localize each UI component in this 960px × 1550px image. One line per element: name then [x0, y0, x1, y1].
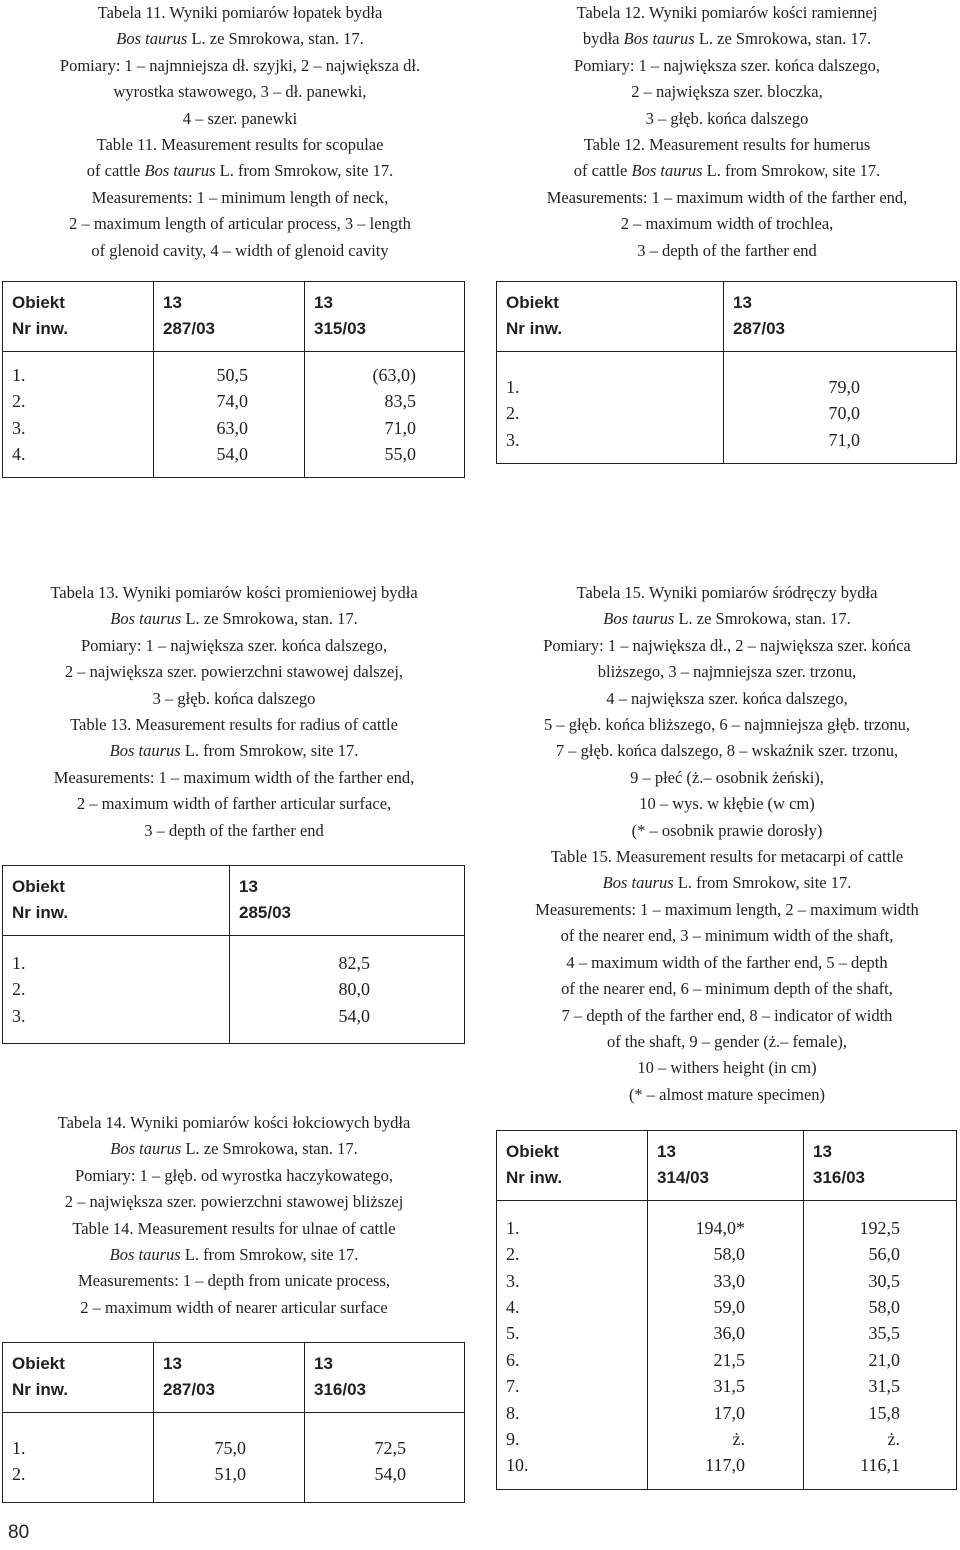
- row-label: 2.: [506, 1244, 520, 1265]
- value-column: [648, 1200, 804, 1489]
- row-label: 7.: [506, 1376, 520, 1397]
- caption-line: Bos taurus L. ze Smrokowa, stan. 17.: [110, 1139, 358, 1159]
- caption-line: 2 – maximum width of nearer articular surface: [80, 1297, 388, 1317]
- caption-line: Table 15. Measurement results for metacarpi of cattle: [550, 847, 904, 867]
- value-column: [305, 351, 465, 478]
- caption-line: Bos taurus L. ze Smrokowa, stan. 17.: [116, 29, 364, 49]
- row-label: 4.: [506, 1297, 520, 1318]
- table-12: [496, 281, 957, 464]
- caption-line: Tabela 15. Wyniki pomiarów śródręczy bydła: [576, 583, 878, 602]
- value-cell: 55,0: [384, 444, 416, 465]
- caption-line: 7 – depth of the farther end, 8 – indicator of width: [561, 1005, 893, 1025]
- caption-line: Bos taurus L. from Smrokow, site 17.: [109, 1245, 359, 1265]
- value-cell: 194,0*: [695, 1217, 745, 1238]
- value-cell: 71,0: [384, 417, 416, 438]
- row-label: 1.: [506, 376, 520, 397]
- caption-line: of cattle Bos taurus L. from Smrokow, site 17.: [86, 161, 394, 181]
- header-label-object: Obiekt: [12, 877, 65, 896]
- row-label: 8.: [506, 1402, 520, 1423]
- value-cell: 63,0: [216, 417, 248, 438]
- column-object-number: 13: [813, 1142, 832, 1161]
- caption-line: Measurements: 1 – maximum width of the farther end,: [53, 767, 415, 787]
- caption-line: Pomiary: 1 – największa szer. końca dalszego,: [80, 635, 388, 655]
- value-cell: 33,0: [713, 1270, 745, 1291]
- caption-line: 9 – płeć (ż.– osobnik żeński),: [630, 767, 824, 787]
- table-13: [2, 865, 465, 1044]
- caption-line: bydła Bos taurus L. ze Smrokowa, stan. 17.: [582, 29, 872, 49]
- column-inventory-number: 316/03: [813, 1168, 865, 1188]
- species-name: Bos taurus: [603, 609, 675, 629]
- species-name: Bos taurus: [110, 1139, 182, 1159]
- value-cell: 80,0: [338, 979, 370, 1000]
- header-label-object: Obiekt: [506, 1142, 559, 1161]
- row-label: 2.: [506, 403, 520, 424]
- caption-line: Table 13. Measurement results for radius of cattle: [70, 715, 398, 735]
- row-label: 6.: [506, 1349, 520, 1370]
- row-labels: [497, 351, 724, 463]
- caption-line: Pomiary: 1 – głęb. od wyrostka haczykowatego,: [74, 1165, 393, 1185]
- value-cell: 117,0: [705, 1455, 745, 1476]
- value-cell: 79,0: [828, 376, 860, 397]
- value-cell: 72,5: [374, 1437, 406, 1458]
- value-cell: 75,0: [214, 1437, 246, 1458]
- table-15-caption: [494, 580, 960, 1108]
- caption-line: of glenoid cavity, 4 – width of glenoid cavity: [91, 240, 389, 260]
- row-label: 3.: [12, 417, 26, 438]
- column-object-number: 13: [314, 293, 333, 312]
- value-cell: ż.: [887, 1429, 900, 1450]
- row-label: 2.: [12, 1464, 26, 1485]
- header-column-cell: [305, 1343, 465, 1413]
- value-cell: 35,5: [868, 1323, 900, 1344]
- column-inventory-number: 287/03: [163, 319, 215, 339]
- caption-line: 4 – szer. panewki: [182, 108, 298, 128]
- header-column-cell: [154, 282, 305, 352]
- value-cell: 36,0: [713, 1323, 745, 1344]
- caption-line: of cattle Bos taurus L. from Smrokow, site 17.: [573, 161, 881, 181]
- species-name: Bos taurus: [109, 741, 181, 761]
- header-column-cell: [230, 866, 465, 936]
- species-name: Bos taurus: [602, 873, 674, 893]
- column-object-number: 13: [314, 1354, 333, 1373]
- header-label-inventory: Nr inw.: [506, 319, 563, 339]
- caption-line: Table 11. Measurement results for scopulae: [96, 135, 384, 155]
- header-label-object: Obiekt: [506, 293, 559, 312]
- value-column: [154, 351, 305, 478]
- row-label: 1.: [12, 952, 26, 973]
- caption-line: (* – almost mature specimen): [628, 1084, 826, 1104]
- value-cell: 54,0: [338, 1005, 370, 1026]
- species-name: Bos taurus: [109, 1245, 181, 1265]
- value-cell: 116,1: [860, 1455, 900, 1476]
- row-labels: [3, 935, 230, 1043]
- caption-line: Table 14. Measurement results for ulnae of cattle: [72, 1218, 396, 1238]
- caption-line: 4 – maximum width of the farther end, 5 – depth: [566, 952, 888, 972]
- species-name: Bos taurus: [110, 609, 182, 629]
- table-11-caption: [5, 0, 475, 264]
- header-label-cell: [3, 282, 154, 352]
- table-13-caption: [2, 580, 466, 844]
- row-labels: [497, 1200, 648, 1489]
- caption-line: 3 – depth of the farther end: [637, 240, 817, 260]
- header-column-cell: [154, 1343, 305, 1413]
- row-label: 3.: [506, 429, 520, 450]
- value-column: [305, 1412, 465, 1502]
- row-label: 4.: [12, 444, 26, 465]
- header-label-inventory: Nr inw.: [12, 319, 69, 339]
- row-label: 9.: [506, 1429, 520, 1450]
- caption-line: Pomiary: 1 – najmniejsza dł. szyjki, 2 – największa dł.: [59, 55, 421, 75]
- caption-line: bliższego, 3 – najmniejsza szer. trzonu,: [597, 662, 857, 682]
- value-cell: 31,5: [868, 1376, 900, 1397]
- table-14: [2, 1342, 465, 1503]
- row-label: 3.: [12, 1005, 26, 1026]
- column-inventory-number: 287/03: [733, 319, 785, 339]
- value-cell: 50,5: [216, 364, 248, 385]
- row-labels: [3, 351, 154, 478]
- caption-line: of the nearer end, 6 – minimum depth of the shaft,: [561, 979, 893, 999]
- caption-line: 2 – największa szer. powierzchni stawowej dalszej,: [64, 662, 404, 682]
- caption-line: Pomiary: 1 – największa dł., 2 – największa szer. końca: [543, 635, 911, 655]
- caption-line: 10 – wys. w kłębie (w cm): [639, 794, 815, 814]
- species-name: Bos taurus: [144, 161, 216, 181]
- row-label: 5.: [506, 1323, 520, 1344]
- value-cell: ż.: [732, 1429, 745, 1450]
- row-label: 2.: [12, 979, 26, 1000]
- caption-line: wyrostka stawowego, 3 – dł. panewki,: [113, 82, 367, 102]
- value-column: [154, 1412, 305, 1502]
- row-label: 1.: [12, 1437, 26, 1458]
- value-cell: 58,0: [868, 1297, 900, 1318]
- table-11: [2, 281, 465, 478]
- table-14-caption: [2, 1110, 466, 1321]
- value-cell: 70,0: [828, 403, 860, 424]
- column-object-number: 13: [163, 1354, 182, 1373]
- caption-line: of the shaft, 9 – gender (ż.– female),: [606, 1031, 848, 1051]
- caption-line: 4 – największa szer. końca dalszego,: [606, 688, 848, 708]
- caption-line: 2 – maximum width of trochlea,: [620, 214, 834, 234]
- header-label-inventory: Nr inw.: [12, 903, 69, 923]
- column-inventory-number: 287/03: [163, 1380, 215, 1400]
- caption-line: Bos taurus L. from Smrokow, site 17.: [109, 741, 359, 761]
- column-inventory-number: 316/03: [314, 1380, 366, 1400]
- caption-line: 3 – głęb. końca dalszego: [152, 688, 316, 708]
- page-number: 80: [8, 1522, 30, 1543]
- caption-line: 2 – maximum length of articular process, 3 – length: [69, 214, 411, 234]
- value-cell: 56,0: [868, 1244, 900, 1265]
- value-cell: 74,0: [216, 391, 248, 412]
- caption-line: 5 – głęb. końca bliższego, 6 – najmniejsza głęb. trzonu,: [543, 715, 911, 735]
- value-cell: 21,5: [713, 1349, 745, 1370]
- header-column-cell: [804, 1131, 957, 1201]
- header-label-inventory: Nr inw.: [12, 1380, 69, 1400]
- row-label: 1.: [12, 364, 26, 385]
- caption-line: 2 – największa szer. bloczka,: [631, 82, 823, 102]
- value-cell: 17,0: [713, 1402, 745, 1423]
- value-cell: 58,0: [713, 1244, 745, 1265]
- header-label-object: Obiekt: [12, 1354, 65, 1373]
- header-label-cell: [497, 282, 724, 352]
- row-labels: [3, 1412, 154, 1502]
- caption-line: Tabela 14. Wyniki pomiarów kości łokciowych bydła: [57, 1113, 411, 1132]
- caption-line: Measurements: 1 – maximum width of the farther end,: [546, 187, 908, 207]
- row-label: 3.: [506, 1270, 520, 1291]
- caption-line: Table 12. Measurement results for humerus: [583, 135, 871, 155]
- caption-line: Bos taurus L. ze Smrokowa, stan. 17.: [110, 609, 358, 629]
- header-column-cell: [648, 1131, 804, 1201]
- header-label-object: Obiekt: [12, 293, 65, 312]
- header-label-inventory: Nr inw.: [506, 1168, 563, 1188]
- caption-line: 2 – maximum width of farther articular surface,: [76, 794, 392, 814]
- row-label: 10.: [506, 1455, 529, 1476]
- value-cell: 30,5: [868, 1270, 900, 1291]
- column-inventory-number: 285/03: [239, 903, 291, 923]
- species-name: Bos taurus: [623, 29, 695, 49]
- value-cell: 82,5: [338, 952, 370, 973]
- caption-line: Tabela 12. Wyniki pomiarów kości ramiennej: [576, 3, 878, 22]
- value-cell: 21,0: [868, 1349, 900, 1370]
- caption-line: 2 – największa szer. powierzchni stawowej bliższej: [64, 1192, 404, 1212]
- caption-line: Measurements: 1 – minimum length of neck,: [91, 187, 389, 207]
- column-object-number: 13: [657, 1142, 676, 1161]
- value-cell: 54,0: [374, 1464, 406, 1485]
- caption-line: Tabela 13. Wyniki pomiarów kości promieniowej bydła: [50, 583, 418, 602]
- caption-line: 3 – głęb. końca dalszego: [645, 108, 809, 128]
- value-cell: 54,0: [216, 444, 248, 465]
- header-column-cell: [724, 282, 957, 352]
- value-cell: 59,0: [713, 1297, 745, 1318]
- caption-line: Bos taurus L. from Smrokow, site 17.: [602, 873, 852, 893]
- caption-line: 10 – withers height (in cm): [637, 1058, 817, 1078]
- species-name: Bos taurus: [631, 161, 703, 181]
- value-column: [804, 1200, 957, 1489]
- caption-line: 7 – głęb. końca dalszego, 8 – wskaźnik szer. trzonu,: [555, 741, 899, 761]
- header-label-cell: [497, 1131, 648, 1201]
- table-12-caption: [494, 0, 960, 264]
- species-name: Bos taurus: [116, 29, 188, 49]
- column-inventory-number: 314/03: [657, 1168, 709, 1188]
- row-label: 1.: [506, 1217, 520, 1238]
- header-label-cell: [3, 866, 230, 936]
- table-15: [496, 1130, 957, 1490]
- header-label-cell: [3, 1343, 154, 1413]
- value-cell: 15,8: [868, 1402, 900, 1423]
- caption-line: 3 – depth of the farther end: [144, 820, 324, 840]
- column-object-number: 13: [239, 877, 258, 896]
- value-column: [230, 935, 465, 1043]
- caption-line: of the nearer end, 3 – minimum width of the shaft,: [560, 926, 894, 946]
- value-cell: 192,5: [859, 1217, 900, 1238]
- value-cell: 83,5: [384, 391, 416, 412]
- value-cell: 31,5: [713, 1376, 745, 1397]
- caption-line: (* – osobnik prawie dorosły): [631, 820, 823, 840]
- column-object-number: 13: [163, 293, 182, 312]
- header-column-cell: [305, 282, 465, 352]
- caption-line: Measurements: 1 – maximum length, 2 – maximum width: [535, 899, 919, 919]
- caption-line: Pomiary: 1 – największa szer. końca dalszego,: [573, 55, 881, 75]
- value-cell: 71,0: [828, 429, 860, 450]
- caption-line: Bos taurus L. ze Smrokowa, stan. 17.: [603, 609, 851, 629]
- caption-line: Tabela 11. Wyniki pomiarów łopatek bydła: [97, 3, 383, 22]
- column-inventory-number: 315/03: [314, 319, 366, 339]
- caption-line: Measurements: 1 – depth from unicate process,: [77, 1271, 391, 1291]
- column-object-number: 13: [733, 293, 752, 312]
- value-cell: 51,0: [214, 1464, 246, 1485]
- row-label: 2.: [12, 391, 26, 412]
- value-column: [724, 351, 957, 463]
- value-cell: (63,0): [372, 364, 416, 385]
